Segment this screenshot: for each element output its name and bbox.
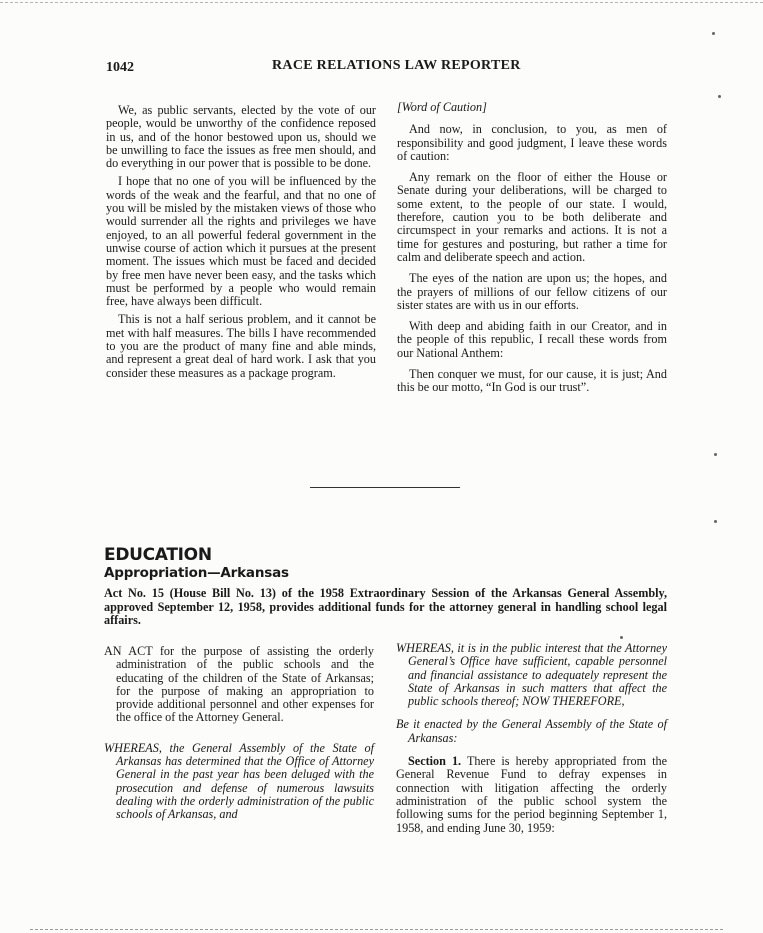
speech-paragraph: The eyes of the nation are upon us; the hopes, and the prayers of millions of our fellow citizens of our sister states are with us in our efforts.: [397, 271, 667, 312]
section-1-text: There is hereby appropriated from the General Revenue Fund to defray expenses in connection with litigation affecting the orderly administration of the public school system the following sums for the period beginning September 1, 1958, and ending June 30, 1959:: [396, 754, 668, 835]
speech-paragraph: And now, in conclusion, to you, as men of responsibility and good judgment, I leave these words of caution:: [397, 122, 667, 163]
act-right-column: [396, 642, 667, 835]
whereas-clause: WHEREAS, the General Assembly of the State of Arkansas has determined that the Office of Attorney General in the past year has been deluged with the prosecution and defense of numerous lawsuits dealing with the orderly administration of the public schools of Arkansas, and: [104, 740, 374, 822]
scan-bottom-edge: [30, 929, 723, 930]
speech-paragraph: Any remark on the floor of either the House or Senate during your deliberations, will be charged to some extent, to the people of our state. I would, therefore, caution you to be both deliberate and circumspect in your remarks and actions. It is not a time for gestures and posturing, but rather a time for calm and deliberate speech and action.: [397, 170, 667, 264]
speech-paragraph: With deep and abiding faith in our Creator, and in the people of this republic, I recall these words from our National Anthem:: [397, 319, 667, 360]
scan-speck: [714, 453, 717, 456]
running-head: RACE RELATIONS LAW REPORTER: [272, 58, 521, 73]
scan-speck: [718, 95, 721, 98]
enacting-clause: Be it enacted by the General Assembly of the State of Arkansas:: [396, 717, 667, 745]
page-number: 1042: [106, 60, 134, 75]
act-left-column: [104, 645, 374, 822]
section-subtitle: Appropriation—Arkansas: [104, 565, 289, 581]
section-1-label: Section 1.: [408, 754, 462, 769]
speech-left-column: [106, 104, 376, 380]
speech-paragraph: We, as public servants, elected by the vote of our people, would be unworthy of the confidence reposed in us, and of the honor bestowed upon us, should we be unwilling to face the issues as free men should, and do everything in our power that is possible to be done.: [106, 103, 376, 171]
section-title: EDUCATION: [104, 545, 212, 565]
whereas-clause: WHEREAS, it is in the public interest that the Attorney General’s Office have sufficient, capable personnel and financial assistance to adequately represent the State of Arkansas in such matters that affect the public schools thereof; NOW THEREFORE,: [396, 641, 667, 709]
section-1-paragraph: [396, 755, 667, 835]
speech-right-column: [397, 101, 667, 395]
speech-paragraph: Then conquer we must, for our cause, it is just; And this be our motto, “In God is our trust”.: [397, 367, 667, 395]
caution-heading: [Word of Caution]: [397, 100, 487, 114]
section-divider-rule: [310, 487, 460, 488]
scan-speck: [714, 520, 717, 523]
act-summary: Act No. 15 (House Bill No. 13) of the 1958 Extraordinary Session of the Arkansas General Assembly, approved September 12, 1958, provides additional funds for the attorney general in handling school legal affairs.: [104, 586, 667, 628]
scan-top-edge: [0, 2, 763, 3]
speech-paragraph: I hope that no one of you will be influenced by the words of the weak and the fearful, and that no one of you will be misled by the mistaken views of those who would surrender all the rights and privileges we have enjoyed, to an all powerful federal government in the unwise course of action which it pursues at the present moment. The issues which must be faced and decided by free men have never been easy, and the tasks which must be performed by a people who would remain free, have always been difficult.: [106, 174, 376, 309]
speech-paragraph: This is not a half serious problem, and it cannot be met with half measures. The bills I have recommended to you are the product of many fine and able minds, and represent a great deal of hard work. I ask that you consider these measures as a package program.: [106, 312, 376, 380]
scan-speck: [620, 636, 623, 639]
scan-speck: [712, 32, 715, 35]
act-intro: AN ACT for the purpose of assisting the orderly administration of the public schools and the educating of the children of the State of Arkansas; for the purpose of making an appropriation to provide additional personnel and other expenses for the office of the Attorney General.: [104, 644, 374, 725]
